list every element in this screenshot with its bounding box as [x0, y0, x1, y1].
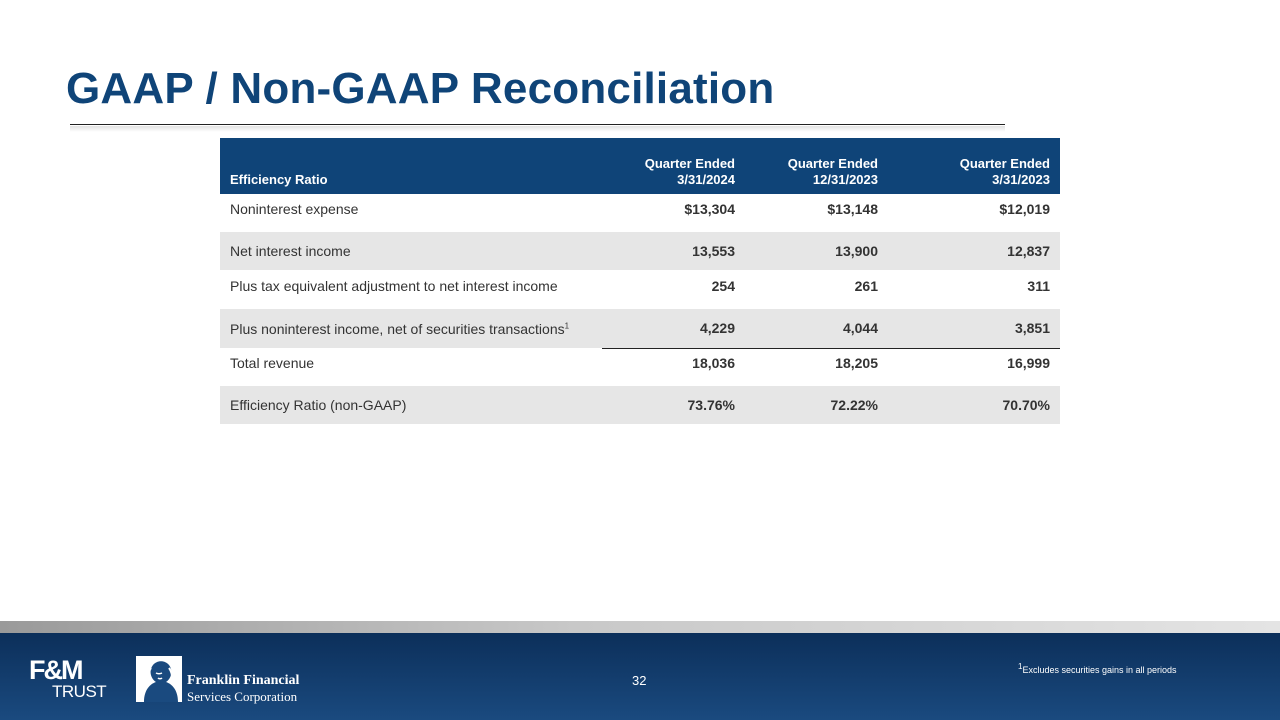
page-number: 32: [632, 673, 647, 688]
cell-value: 13,553: [602, 232, 745, 270]
row-spacer: [220, 302, 1060, 309]
row-label: [220, 309, 602, 348]
table-row-net-interest-income: [220, 232, 1060, 270]
cell-value: $13,148: [827, 201, 878, 217]
cell-value: $13,304: [684, 201, 735, 217]
table-row-noninterest-expense: [220, 194, 1060, 224]
footnote-marker: 1: [564, 320, 570, 330]
row-label: Noninterest expense: [230, 201, 359, 217]
row-spacer: [220, 378, 1060, 386]
cell-value: 261: [854, 278, 878, 294]
footnote-text: Excludes securities gains in all periods: [1022, 665, 1177, 675]
table-header-row: [220, 138, 1060, 194]
row-label: Total revenue: [230, 355, 315, 371]
table-row-efficiency-ratio: [220, 386, 1060, 424]
cell-value: 311: [1027, 278, 1050, 294]
table-row-noninterest-income: [220, 309, 1060, 348]
cell-value: 12,837: [888, 232, 1060, 270]
column-header-q1-2024: [602, 138, 745, 194]
row-label: Plus tax equivalent adjustment to net interest income: [230, 278, 558, 294]
table-row-total-revenue: [220, 348, 1060, 378]
cell-value: 72.22%: [745, 386, 888, 424]
title-divider-shadow: [70, 126, 1005, 132]
footer-stripe: [0, 621, 1280, 633]
column-header-date: 12/31/2023: [812, 172, 878, 187]
column-header-line1: Quarter Ended: [644, 156, 735, 171]
franklin-financial-logo-text: [187, 673, 299, 705]
table-row-tax-equivalent-adjustment: [220, 270, 1060, 302]
row-label-text: Plus noninterest income, net of securities transactions: [230, 320, 565, 337]
fm-logo-wordmark: TRUST: [52, 682, 107, 701]
cell-value: 254: [711, 278, 735, 294]
column-header-q4-2023: [745, 138, 888, 194]
cell-value: $12,019: [999, 201, 1050, 217]
footnote: [1018, 662, 1177, 675]
cell-value: 18,205: [835, 355, 878, 372]
fm-logo-mark: F&M: [29, 655, 82, 685]
fm-trust-logo: [29, 656, 111, 704]
efficiency-ratio-table: [220, 138, 1060, 424]
cell-value: 73.76%: [602, 386, 745, 424]
cell-value: 4,044: [745, 309, 888, 348]
column-header-date: 3/31/2024: [677, 172, 735, 187]
title-divider: [70, 124, 1005, 125]
company-name-line1: Franklin Financial: [187, 673, 300, 688]
page-title: GAAP / Non-GAAP Reconciliation: [66, 64, 775, 113]
cell-value: 3,851: [888, 309, 1060, 348]
column-header-line1: Quarter Ended: [959, 156, 1050, 171]
cell-value: 18,036: [692, 355, 735, 372]
column-header-q1-2023: [888, 138, 1060, 194]
cell-value: 70.70%: [888, 386, 1060, 424]
cell-value: 4,229: [602, 309, 745, 348]
franklin-portrait-icon: [136, 656, 182, 702]
cell-value: 16,999: [1007, 355, 1050, 372]
row-label: Efficiency Ratio (non-GAAP): [220, 386, 602, 424]
column-header-date: 3/31/2023: [992, 172, 1050, 187]
table-header-label: Efficiency Ratio: [220, 138, 602, 194]
cell-value: 13,900: [745, 232, 888, 270]
row-spacer: [220, 224, 1060, 232]
row-label: Net interest income: [220, 232, 602, 270]
footnote-marker: 1: [1018, 662, 1023, 671]
company-name-line2: Services Corporation: [187, 689, 298, 704]
column-header-line1: Quarter Ended: [787, 156, 878, 171]
